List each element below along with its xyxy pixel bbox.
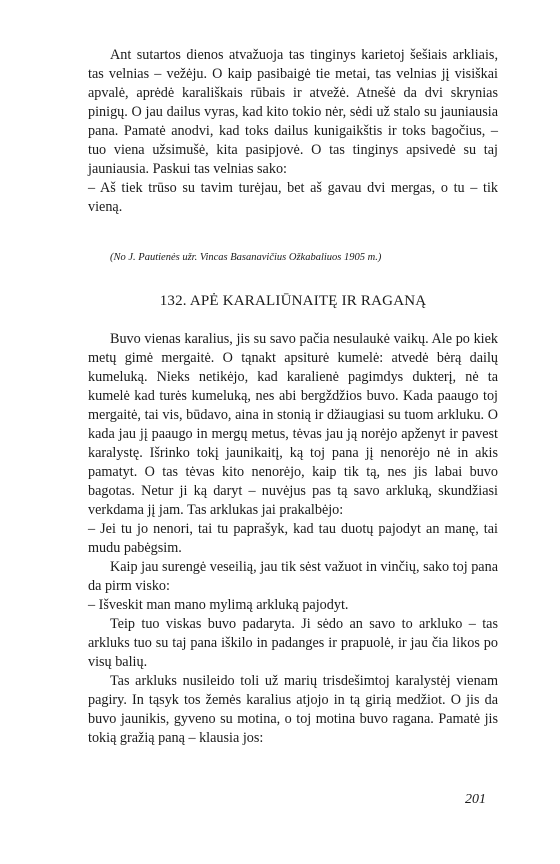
paragraph: Kaip jau surengė veseilią, jau tik sėst važuot in vinčių, sako toj pana da pirm visko:: [88, 559, 498, 594]
paragraph: Buvo vienas karalius, jis su savo pačia nesulaukė vaikų. Ale po kiek metų gimė mergaitė. O tąnakt apsiturė kumelė: atvedė bėrą dailų kumeluką. Nieks netikėjo, kad karalienė pagimdys dukterį, nė ta kumelė kad turės kumeluką, nes abi bergždžios buvo. Kada paaugo toj mergaitė, tai vis, būdavo, aina in stonią ir džiaugiasi su tuom arkluku. O kada jau jį paaugo in mergų metus, tėvas jau ją norėjo apženyt ir pavest karalystę. Išrinko tokį jaunikaitį, ką toj pana jį nenorėjo nė in akis pamatyt. O tas tėvas kito nenorėjo, kaip tik tą, nes jis labai buvo bagotas. Netur ji ką daryt – nuvėjus pas tą savo arkluką, skundžiasi verkdama jį jam. Tas arklukas jai prakalbėjo:: [88, 331, 498, 518]
page-number: 201: [465, 792, 486, 807]
chapter-body: [88, 330, 498, 748]
paragraph: Tas arkluks nusileido toli už marių trisdešimtoj karalystėj vienam pagiry. In tąsyk tos žemės karalius atjojo in tą girią medžiot. O jis da buvo jaunikis, gyveno su motina, o toj motina buvo ragana. Pamatė jis tokią gražią paną – klausia jos:: [88, 673, 498, 746]
paragraph: Ant sutartos dienos atvažuoja tas tinginys karietoj šešiais arkliais, tas velnias – vežėju. O kaip pasibaigė tie metai, tas velnias jį visiškai apvalė, aprėdė karališkais rūbais ir atvežė. Atnešė da dvi skrynias pinigų. O jau dailus vyras, kad kito tokio nėr, sėdi už stalo su jauniausia pana. Pamatė anodvi, kad toks dailus kunigaikštis ir toks bagočius, – tuo viena užsimušė, kita pasipjovė. O tas tinginys apsivedė su taj jauniausia. Paskui tas velnias sako:: [88, 47, 498, 177]
dialog-line: – Jei tu jo nenori, tai tu paprašyk, kad tau duotų pajodyt an manę, tai mudu pabėgsim.: [88, 521, 498, 556]
source-note: (No J. Pautienės užr. Vincas Basanavičius Ožkabaliuos 1905 m.): [110, 252, 382, 263]
dialog-line: – Išveskit man mano mylimą arkluką pajodyt.: [88, 597, 349, 613]
dialog-line: – Aš tiek trūso su tavim turėjau, bet aš gavau dvi mergas, o tu – tik vieną.: [88, 180, 498, 215]
paragraph: Teip tuo viskas buvo padaryta. Ji sėdo an savo to arkluko – tas arkluks tuo su taj pana iškilo in padanges ir prapuolė, ir jau čia likos po visų balių.: [88, 616, 498, 670]
previous-story-ending: [88, 46, 498, 217]
chapter-title: 132. APĖ KARALIŪNAITĘ IR RAGANĄ: [159, 293, 427, 309]
